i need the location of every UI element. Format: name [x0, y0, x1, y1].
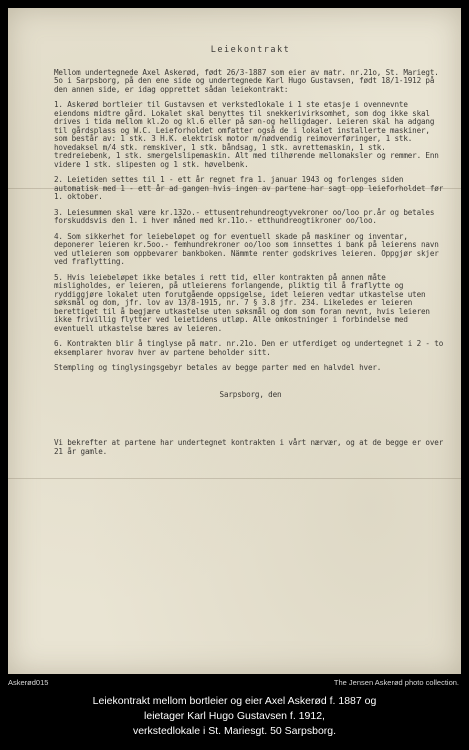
archive-id: Askerød015: [8, 678, 49, 687]
contract-paragraph: 4. Som sikkerhet for leiebeløpet og for eventuell skade på maskiner og inventar, deponerer leieren kr.5oo.- femhundrekroner oo/loo som innsettes i bank på leierens navn ved utleieren som oppbevarer bankboken. Nämmte renter godskrives leieren. Oppgjør skjer ved fraflytting.: [54, 231, 444, 266]
photo-caption: [0, 694, 469, 739]
contract-paragraph: 3. Leiesummen skal være kr.132o.- ettusentrehundreogtyvekroner oo/loo pr.år og betales forskuddsvis den 1. i hver måned med kr.11o.- etthundreogtikroner oo/loo.: [54, 207, 439, 225]
witness-statement: Vi bekrefter at partene har undertegnet kontrakten i vårt nærvær, og at de begge er over 21 år gamle.: [54, 438, 448, 456]
caption-line: leietager Karl Hugo Gustavsen f. 1912,: [144, 710, 325, 722]
contract-paragraph: Mellom undertegnede Axel Askerød, født 26/3-1887 som eier av matr. nr.21o, St. Mariegt. 5o i Sarpsborg, på den ene side og undertegnede Karl Hugo Gustavsen, født 18/1-1912 på den annen side, er idag opprettet sådan leiekontrakt:: [54, 67, 444, 94]
contract-paragraph: 2. Leietiden settes til 1 - ett år regnet fra 1. januar 1943 og forlenges siden automatisk med 1 - ett år ad gangen hvis ingen av partene har sagt opp leieforholdet før 1. oktober.: [54, 175, 448, 201]
contract-paragraph: 6. Kontrakten blir å tinglyse på matr. nr.21o. Den er utferdiget og undertegnet i 2 - to eksemplarer hvorav hver av partene beholder sitt.: [54, 339, 448, 357]
contract-text: [54, 30, 447, 463]
place-date-line: Sarpsborg, den: [219, 389, 282, 399]
paper-fold-line: [8, 478, 461, 479]
contract-paragraph: Stempling og tinglysingsgebyr betales av begge parter med en halvdel hver.: [54, 363, 382, 372]
caption-line: Leiekontrakt mellom bortleier og eier Axel Askerød f. 1887 og: [92, 695, 377, 707]
caption-line: verkstedlokale i St. Mariesgt. 50 Sarpsborg.: [132, 725, 337, 737]
contract-paragraph: 5. Hvis leiebeløpet ikke betales i rett tid, eller kontrakten på annen måte misligholdes, er leieren, på utleierens forlangende, pliktig til å fraflytte og ryddiggjøre lokalet uten forutgående oppsigelse, idet leieren vedtar utkastelse uten søksmål og dom, jfr. lov av 13/8-1915, nr. 7 § 3.8 jfr. 234. Likeledes er leieren berettiget til å begjære utkastelse uten søksmål og dom som foran nevnt, hvis leieren ikke frivillig flytter ved leietidens utløp. Alle omkostninger i forbindelse med eventuell utkastelse bæres av leieren.: [54, 272, 435, 333]
contract-paragraph: 1. Askerød bortleier til Gustavsen et verkstedlokale i 1 ste etasje i ovennevnte eiendoms midtre gård. Lokalet skal benyttes til snekkerivirksomhet, som dog ikke skal drives i tida mellom kl.2o og kl.6 eller på søn-og helligdager. Leieren skal ha adgang til gårdsplass og W.C. Leieforholdet omfatter også de i lokalet installerte maskiner, som består av: 1 stk. 3 H.K. elektrisk motor m/nødvendig reimoverføringer, 1 stk. hovedaksel m/4 stk. remskiver, 1 stk. båndsag, 1 stk. avrettemaskin, 1 stk. tredreiebenk, 1 stk. smergelslipemaskin. Alt med tilhørende mellomaksler og remmer. Enn videre 1 stk. slipesten og 1 stk. høvelbenk.: [54, 100, 444, 169]
caption-footer: [0, 674, 469, 750]
contract-title: Leiekontrakt: [210, 45, 291, 55]
document-photo: [8, 8, 461, 674]
collection-credit: The Jensen Askerød photo collection.: [333, 678, 459, 687]
